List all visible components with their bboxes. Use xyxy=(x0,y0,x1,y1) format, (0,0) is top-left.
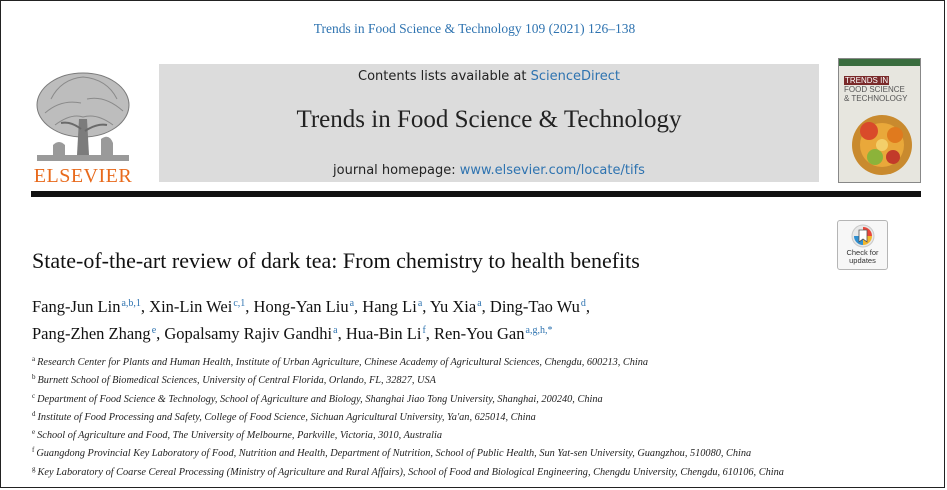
affiliation-key: f xyxy=(32,446,35,455)
affiliation-item xyxy=(32,407,922,425)
cover-title-line3: & TECHNOLOGY xyxy=(844,94,908,103)
check-line2: updates xyxy=(849,256,876,265)
author-separator: , xyxy=(585,297,591,316)
author-affiliation-link[interactable]: c,1 xyxy=(233,298,246,309)
affiliation-list xyxy=(32,352,922,480)
journal-cover-thumbnail[interactable] xyxy=(838,58,921,183)
contents-prefix: Contents lists available at xyxy=(358,69,531,84)
contents-availability xyxy=(159,69,819,84)
affiliation-item xyxy=(32,462,922,480)
author-affiliation-link[interactable]: a xyxy=(349,298,355,309)
author-affiliation-link[interactable]: a,b,1 xyxy=(121,298,141,309)
author-separator: , xyxy=(422,297,430,316)
affiliation-item xyxy=(32,352,922,370)
affiliation-text: Research Center for Plants and Human Health, Institute of Urban Agriculture, Chinese Academy of Agricultural Sciences, Chengdu, 600213, China xyxy=(37,357,649,368)
author-affiliation-link[interactable]: a xyxy=(417,298,423,309)
journal-homepage xyxy=(159,163,819,178)
affiliation-item xyxy=(32,425,922,443)
author-name[interactable]: Xin-Lin Wei xyxy=(149,297,233,316)
author-affiliation-link[interactable]: a xyxy=(333,325,338,336)
author-name[interactable]: Pang-Zhen Zhang xyxy=(32,324,151,343)
affiliation-text: Burnett School of Biomedical Sciences, University of Central Florida, Orlando, FL, 32827, USA xyxy=(37,375,436,387)
affiliation-text: Guangdong Provincial Key Laboratory of Food, Nutrition and Health, Department of Nutrition, School of Public Health, Sun Yat-sen University, Guangzhou, 510080, China xyxy=(36,448,752,460)
bookmark-update-icon xyxy=(851,224,875,248)
author-separator: , xyxy=(156,324,165,343)
affiliation-key: c xyxy=(32,391,36,400)
affiliation-text: Key Laboratory of Coarse Cereal Processing (Ministry of Agriculture and Rural Affairs), School of Food and Biological Engineering, Chengdu University, Chengdu, 610106, China xyxy=(37,466,784,478)
author-name[interactable]: Ren-You Gan xyxy=(434,324,525,343)
author-name[interactable]: Yu Xia xyxy=(429,297,477,316)
author-name[interactable]: Fang-Jun Lin xyxy=(32,297,121,316)
homepage-prefix: journal homepage: xyxy=(333,163,460,178)
author-name[interactable]: Gopalsamy Rajiv Gandhi xyxy=(164,324,333,343)
affiliation-item xyxy=(32,389,922,407)
article-title: State-of-the-art review of dark tea: From chemistry to health benefits xyxy=(32,248,640,273)
cover-title xyxy=(844,76,919,103)
affiliation-text: School of Agriculture and Food, The University of Melbourne, Parkville, Victoria, 3010, Australia xyxy=(37,430,442,442)
cover-title-line2: FOOD SCIENCE xyxy=(844,85,905,94)
affiliation-text: Department of Food Science & Technology, School of Agriculture and Biology, Shanghai Jiao Tong University, Shanghai, 200240, China xyxy=(37,393,603,405)
author-separator: , xyxy=(140,297,150,316)
affiliation-key: d xyxy=(32,409,36,418)
author-name[interactable]: Hang Li xyxy=(362,297,417,316)
author-line-2 xyxy=(32,319,912,346)
homepage-link[interactable]: www.elsevier.com/locate/tifs xyxy=(459,163,645,178)
elsevier-wordmark: ELSEVIER xyxy=(33,165,133,187)
sciencedirect-link[interactable]: ScienceDirect xyxy=(530,69,620,84)
elsevier-tree-icon xyxy=(31,69,135,165)
affiliation-text: Institute of Food Processing and Safety, College of Food Science, Sichuan Agricultural University, Ya'an, 625014, China xyxy=(37,411,536,423)
cover-top-bar xyxy=(839,59,921,66)
author-separator: , xyxy=(354,297,363,316)
author-separator: , xyxy=(425,324,435,343)
cover-title-highlight: TRENDS IN xyxy=(845,76,889,85)
check-for-updates-label xyxy=(838,249,887,265)
author-affiliation-link[interactable]: f xyxy=(422,325,426,336)
author-name[interactable]: Ding-Tao Wu xyxy=(489,297,580,316)
author-separator: , xyxy=(337,324,346,343)
check-line1: Check for xyxy=(846,248,879,257)
author-name[interactable]: Hua-Bin Li xyxy=(345,324,422,343)
affiliation-item xyxy=(32,370,922,388)
author-affiliation-link[interactable]: d xyxy=(580,298,586,309)
corresponding-author-link[interactable]: a,g,h,* xyxy=(525,325,553,336)
author-affiliation-link[interactable]: a xyxy=(477,298,482,309)
affiliation-key: g xyxy=(32,464,36,473)
journal-citation-link[interactable]: Trends in Food Science & Technology 109 (2021) 126–138 xyxy=(313,21,636,36)
author-name[interactable]: Hong-Yan Liu xyxy=(253,297,349,316)
check-for-updates-button[interactable] xyxy=(837,220,888,270)
author-line-1 xyxy=(32,292,912,319)
journal-title: Trends in Food Science & Technology xyxy=(296,106,682,133)
elsevier-logo[interactable] xyxy=(31,69,135,187)
author-separator: , xyxy=(481,297,490,316)
author-separator: , xyxy=(245,297,254,316)
author-affiliation-link[interactable]: e xyxy=(151,325,157,336)
fruit-cover-image xyxy=(849,109,915,179)
journal-banner xyxy=(159,64,819,182)
affiliation-item xyxy=(32,443,922,461)
header-divider-rule xyxy=(31,191,921,197)
affiliation-key: a xyxy=(32,355,36,363)
author-list xyxy=(32,292,912,346)
affiliation-key: b xyxy=(32,373,36,382)
affiliation-key: e xyxy=(32,428,36,437)
